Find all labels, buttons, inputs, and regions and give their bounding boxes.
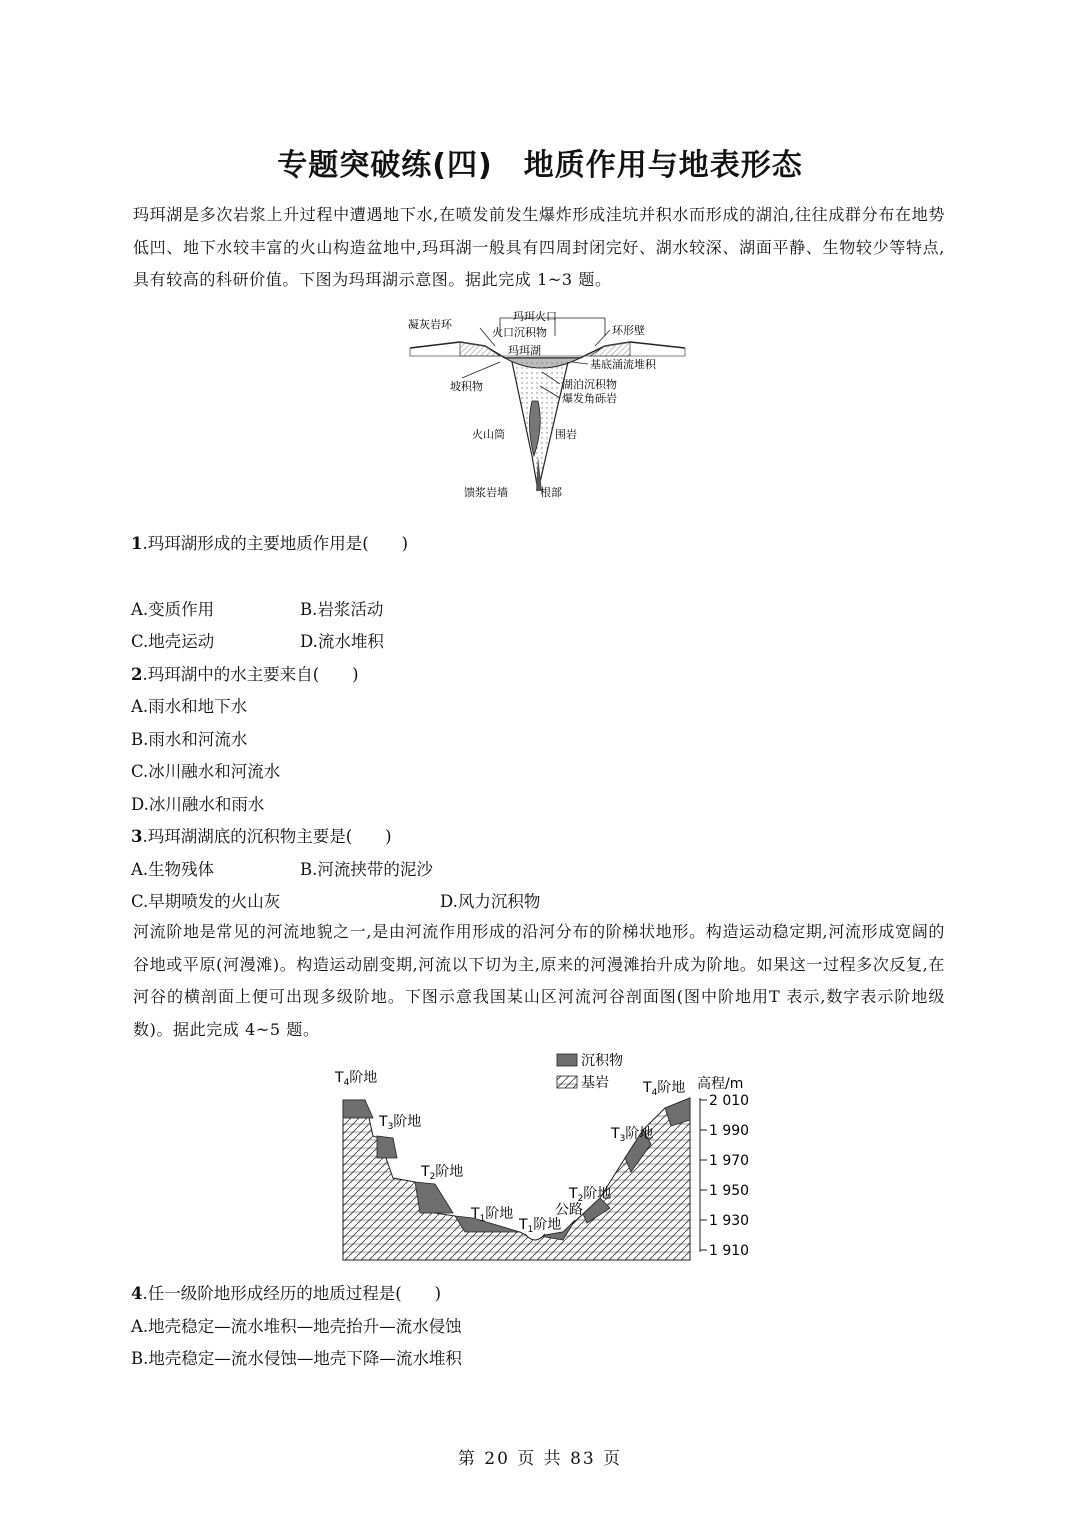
label-breccia: 爆发角砾岩 <box>562 392 617 405</box>
terrace-label-left-t2: $T_2$阶地 <box>421 1164 464 1182</box>
q3-option-d[interactable]: D.风力沉积物 <box>440 892 541 911</box>
page-footer: 第 20 页 共 83 页 <box>457 1449 623 1469</box>
terrace-label-right-t4: $T_4$阶地 <box>643 1080 686 1098</box>
question-1: 1.玛珥湖形成的主要地质作用是( ) <box>131 534 409 553</box>
q1-option-b[interactable]: B.岩浆活动 <box>300 600 384 619</box>
maar-lake-diagram <box>400 306 690 506</box>
axis-tick-1970: 1 970 <box>709 1153 750 1169</box>
axis-tick-2010: 2 010 <box>709 1093 750 1109</box>
q2-option-d[interactable]: D.冰川融水和雨水 <box>131 795 265 814</box>
q4-option-a[interactable]: A.地壳稳定—流水堆积—地壳抬升—流水侵蚀 <box>131 1317 462 1336</box>
passage-river-terrace: 河流阶地是常见的河流地貌之一,是由河流作用形成的沿河分布的阶梯状地形。构造运动稳定期,河流形成宽阔的谷地或平原(河漫滩)。构造运动剧变期,河流以下切为主,原来的河漫滩抬升成为阶地。如果这一过程多次反复,在河谷的横剖面上便可出现多级阶地。下图示意我国某山区河流河谷剖面图(图中阶地用T 表示,数字表示阶地级数)。据此完成 4~5 题。 <box>133 922 945 1039</box>
q3-option-b[interactable]: B.河流挟带的泥沙 <box>300 860 433 879</box>
question-3: 3.玛珥湖湖底的沉积物主要是( ) <box>131 827 392 846</box>
label-volcanic-pipe: 火山筒 <box>472 428 505 441</box>
label-ring-wall: 环形壁 <box>612 324 645 337</box>
legend-sediment-swatch <box>557 1054 577 1066</box>
label-maar-lake: 玛珥湖 <box>508 344 541 357</box>
label-dike: 馈浆岩墙 <box>464 486 508 499</box>
q1-option-c[interactable]: C.地壳运动 <box>131 632 215 651</box>
label-crater-deposit: 火口沉积物 <box>492 326 547 339</box>
q1-option-a[interactable]: A.变质作用 <box>131 600 215 619</box>
label-maar-crater: 玛珥火口 <box>513 310 557 323</box>
label-lake-sediment: 湖泊沉积物 <box>562 378 617 391</box>
q2-option-a[interactable]: A.雨水和地下水 <box>131 697 248 716</box>
label-country-rock: 围岩 <box>555 428 577 441</box>
question-2: 2.玛珥湖中的水主要来自( ) <box>131 665 359 684</box>
axis-tick-1930: 1 930 <box>709 1213 750 1229</box>
terrace-label-left-t1: $T_1$阶地 <box>471 1206 514 1224</box>
river-terrace-diagram <box>325 1048 755 1264</box>
terrace-label-right-t3: $T_3$阶地 <box>611 1126 654 1144</box>
terrace-label-left-t3: $T_3$阶地 <box>379 1114 422 1132</box>
label-base-surge: 基底涌流堆积 <box>590 358 656 371</box>
elevation-axis-title: 高程/m <box>697 1076 744 1092</box>
q2-option-c[interactable]: C.冰川融水和河流水 <box>131 762 281 781</box>
legend-bedrock-swatch <box>557 1076 577 1088</box>
axis-tick-1990: 1 990 <box>709 1123 750 1139</box>
axis-tick-1910: 1 910 <box>709 1243 750 1259</box>
terrace-label-left-t4: $T_4$阶地 <box>335 1070 378 1088</box>
axis-tick-1950: 1 950 <box>709 1183 750 1199</box>
legend-bedrock-label: 基岩 <box>581 1075 609 1091</box>
terrace-label-right-t1: $T_1$阶地 <box>519 1217 562 1235</box>
q3-option-a[interactable]: A.生物残体 <box>131 860 215 879</box>
label-root: 根部 <box>540 486 562 499</box>
terrace-label-right-t2: $T_2$阶地 <box>569 1186 612 1204</box>
q2-option-b[interactable]: B.雨水和河流水 <box>131 730 248 749</box>
page-title: 专题突破练(四) 地质作用与地表形态 <box>277 148 803 183</box>
label-tuff-ring: 凝灰岩环 <box>408 318 452 331</box>
highway-label: 公路 <box>555 1202 583 1218</box>
question-4: 4.任一级阶地形成经历的地质过程是( ) <box>131 1284 442 1303</box>
q3-option-c[interactable]: C.早期喷发的火山灰 <box>131 892 281 911</box>
label-talus: 坡积物 <box>450 380 483 393</box>
legend-sediment-label: 沉积物 <box>581 1053 623 1069</box>
q4-option-b[interactable]: B.地壳稳定—流水侵蚀—地壳下降—流水堆积 <box>131 1349 462 1368</box>
q1-option-d[interactable]: D.流水堆积 <box>300 632 384 651</box>
passage-maar-lake: 玛珥湖是多次岩浆上升过程中遭遇地下水,在喷发前发生爆炸形成洼坑并积水而形成的湖泊,往往成群分布在地势低凹、地下水较丰富的火山构造盆地中,玛珥湖一般具有四周封闭完好、湖水较深、湖面平静、生物较少等特点,具有较高的科研价值。下图为玛珥湖示意图。据此完成 1~3 题。 <box>133 205 945 289</box>
